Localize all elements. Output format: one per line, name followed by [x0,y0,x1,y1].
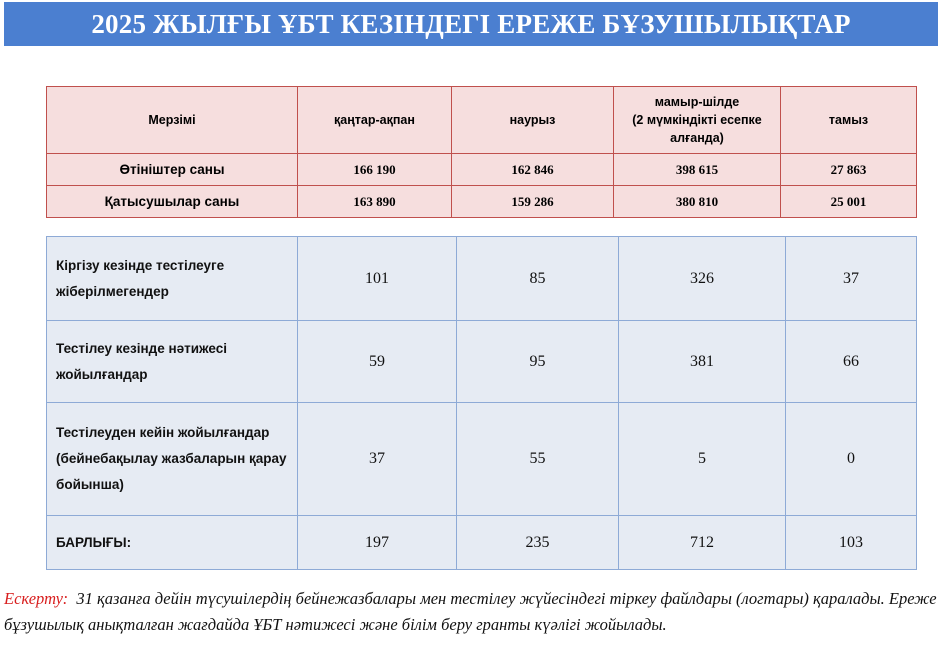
table-cell: 163 890 [298,186,452,218]
header-cell-jan-feb: қаңтар-ақпан [298,87,452,154]
header-cell-period: Мерзімі [47,87,298,154]
table-header-row [47,87,917,154]
total-row [47,516,917,570]
table-row [47,154,917,186]
table-cell: 27 863 [781,154,917,186]
table-row [47,403,917,516]
table-cell: 25 001 [781,186,917,218]
table-cell: 326 [619,237,786,321]
header-cell-august: тамыз [781,87,917,154]
table-row [47,186,917,218]
table-row [47,237,917,321]
table-cell: 59 [298,321,457,403]
table-cell: 55 [457,403,619,516]
table-cell: 380 810 [614,186,781,218]
footnote-lead: Ескерту: [4,589,69,608]
row-label: Қатысушылар саны [47,186,298,218]
table-cell: 197 [298,516,457,570]
row-label: Кіргізу кезінде тестілеуге жіберілмегендер [47,237,298,321]
table-cell: 37 [786,237,917,321]
row-label: Тестілеу кезінде нәтижесі жойылғандар [47,321,298,403]
header-cell-may-july [614,87,781,154]
table-cell: 712 [619,516,786,570]
table-cell: 381 [619,321,786,403]
table-cell: 103 [786,516,917,570]
table-row [47,321,917,403]
table-cell: 398 615 [614,154,781,186]
table-cell: 95 [457,321,619,403]
header-cell-march: наурыз [452,87,614,154]
table-cell: 66 [786,321,917,403]
table-cell: 37 [298,403,457,516]
table-cell: 101 [298,237,457,321]
table-cell: 5 [619,403,786,516]
row-label: Өтініштер саны [47,154,298,186]
statistics-table [46,86,917,218]
table-cell: 235 [457,516,619,570]
table-cell: 0 [786,403,917,516]
footnote-text: 31 қазанға дейін түсушілердің бейнежазбалары мен тестілеу жүйесіндегі тіркеу файлдары (логтары) қаралады. Ереже бұзушылық анықталған жағдайда ҰБТ нәтижесі және білім беру гранты күәлігі жойылады. [4,589,937,634]
footnote [4,586,938,638]
table-cell: 159 286 [452,186,614,218]
table-cell: 166 190 [298,154,452,186]
table-cell: 85 [457,237,619,321]
header-may-july-note: (2 мүмкіндікті есепке алғанда) [632,113,762,145]
row-label: Тестілеуден кейін жойылғандар (бейнебақылау жазбаларын қарау бойынша) [47,403,298,516]
total-label: БАРЛЫҒЫ: [47,516,298,570]
table-cell: 162 846 [452,154,614,186]
page-title: 2025 ЖЫЛҒЫ ҰБТ КЕЗІНДЕГІ ЕРЕЖЕ БҰЗУШЫЛЫҚТАР [4,2,938,46]
header-may-july-label: мамыр-шілде [654,95,740,109]
violations-table [46,236,917,570]
